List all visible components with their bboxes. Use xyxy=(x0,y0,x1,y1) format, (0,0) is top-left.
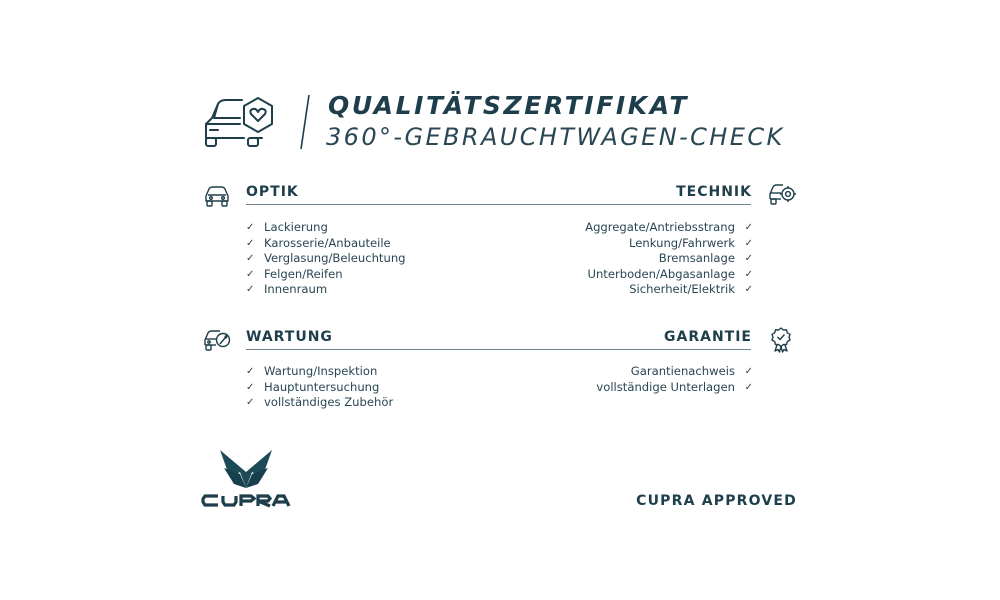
garantie-list xyxy=(500,364,753,395)
car-front-icon xyxy=(202,185,232,209)
check-icon: ✓ xyxy=(246,397,255,409)
list-item: ✓ Karosserie/Anbauteile xyxy=(246,235,391,250)
list-item: Unterboden/Abgasanlage ✓ xyxy=(587,266,753,281)
list-item: vollständige Unterlagen ✓ xyxy=(596,379,753,394)
check-icon: ✓ xyxy=(246,268,255,280)
list-item: Lenkung/Fahrwerk ✓ xyxy=(629,235,753,250)
section-rule-bottom xyxy=(246,349,751,350)
technik-list xyxy=(500,220,753,298)
list-item: ✓ Wartung/Inspektion xyxy=(246,364,378,378)
wartung-list xyxy=(246,364,486,411)
check-icon: ✓ xyxy=(246,237,255,249)
check-icon: ✓ xyxy=(744,253,753,265)
check-icon: ✓ xyxy=(744,366,753,377)
check-icon: ✓ xyxy=(744,237,753,249)
list-item: Garantienachweis ✓ xyxy=(630,364,753,378)
page-title: QUALITÄTSZERTIFIKAT xyxy=(328,91,689,120)
check-icon: ✓ xyxy=(744,268,753,280)
page-subtitle: 360°-GEBRAUCHTWAGEN-CHECK xyxy=(326,123,785,151)
check-icon: ✓ xyxy=(246,222,255,233)
section-rule-top xyxy=(246,204,751,205)
list-item: ✓ Lackierung xyxy=(246,220,328,234)
check-icon: ✓ xyxy=(246,253,255,265)
section-title-wartung: WARTUNG xyxy=(246,329,333,345)
award-badge-icon xyxy=(770,327,792,353)
section-title-technik: TECHNIK xyxy=(676,184,752,200)
check-icon: ✓ xyxy=(246,284,255,296)
list-item: Aggregate/Antriebsstrang ✓ xyxy=(585,220,753,234)
cupra-approved-label: CUPRA APPROVED xyxy=(636,493,797,509)
cupra-logo xyxy=(200,448,292,510)
check-icon: ✓ xyxy=(744,284,753,296)
list-item: ✓ Verglasung/Beleuchtung xyxy=(246,251,406,266)
list-item: ✓ Innenraum xyxy=(246,282,328,297)
car-gear-icon xyxy=(767,183,797,207)
header-divider xyxy=(298,93,312,151)
check-icon: ✓ xyxy=(744,381,753,393)
car-wrench-icon xyxy=(202,329,232,353)
list-item: ✓ Hauptuntersuchung xyxy=(246,379,380,394)
list-item: ✓ vollständiges Zubehör xyxy=(246,395,394,410)
check-icon: ✓ xyxy=(246,381,255,393)
optik-list xyxy=(246,220,486,298)
list-item: Sicherheit/Elektrik ✓ xyxy=(629,282,753,297)
car-shield-heart-icon xyxy=(200,94,278,152)
check-icon: ✓ xyxy=(744,222,753,233)
list-item: ✓ Felgen/Reifen xyxy=(246,266,343,281)
list-item: Bremsanlage ✓ xyxy=(658,251,753,266)
section-title-garantie: GARANTIE xyxy=(664,329,752,345)
check-icon: ✓ xyxy=(246,366,255,377)
section-title-optik: OPTIK xyxy=(246,184,299,200)
